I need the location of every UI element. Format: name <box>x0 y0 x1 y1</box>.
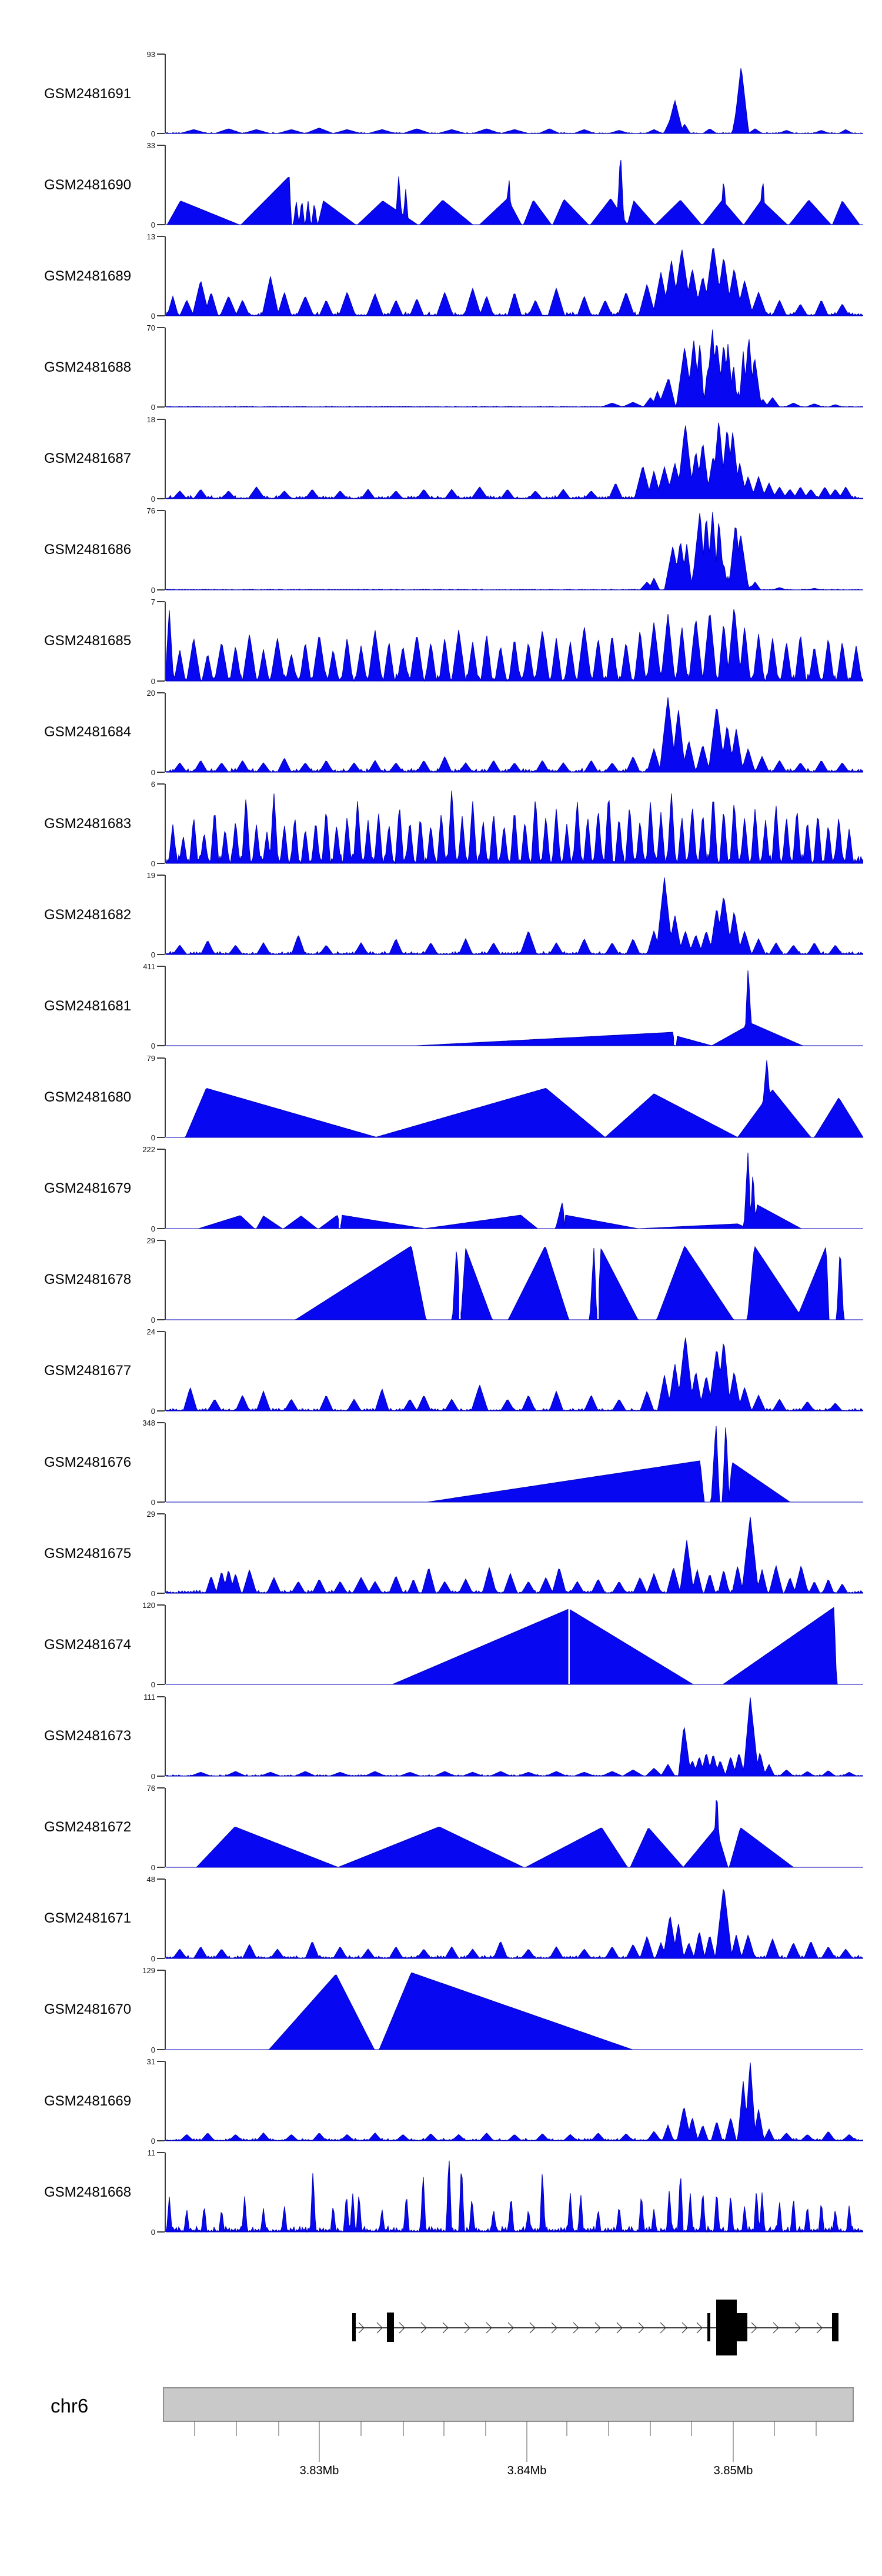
axis-tick-label: 3.84Mb <box>507 2464 547 2477</box>
track-ymax-value: 111 <box>143 1692 155 1701</box>
track-ymax-value: 76 <box>146 506 155 515</box>
track-label: GSM2481677 <box>44 1363 132 1379</box>
track-ymax-value: 120 <box>142 1601 155 1610</box>
track-y-axis-zero-tick <box>157 1319 165 1320</box>
track-ymax-value: 13 <box>146 232 155 242</box>
track-ymin-value: 0 <box>151 1406 155 1416</box>
track-y-axis-top-tick <box>157 2152 165 2153</box>
track-ymax-value: 29 <box>146 1236 155 1245</box>
coverage-plot <box>166 145 863 225</box>
track-y-axis-zero-tick <box>157 498 165 499</box>
coverage-plot <box>166 1423 863 1503</box>
gene-model-track <box>0 2282 882 2382</box>
track-y-axis-top-tick <box>157 327 165 328</box>
track-row <box>0 871 882 966</box>
track-y-axis-zero-tick <box>157 224 165 225</box>
track-row <box>0 688 882 784</box>
track-row <box>0 597 882 693</box>
track-y-axis-top-tick <box>157 1331 165 1332</box>
track-label: GSM2481684 <box>44 724 132 740</box>
track-ymin-value: 0 <box>151 1315 155 1324</box>
coverage-plot <box>166 1514 863 1594</box>
track-ymin-value: 0 <box>151 2045 155 2054</box>
track-ymin-value: 0 <box>151 129 155 138</box>
track-label: GSM2481674 <box>44 1636 132 1653</box>
track-y-axis-top-tick <box>157 1878 165 1880</box>
track-row <box>0 1327 882 1423</box>
track-ymin-value: 0 <box>151 1133 155 1142</box>
track-y-axis-zero-tick <box>157 2140 165 2141</box>
track-row <box>0 415 882 510</box>
coverage-plot <box>166 1240 863 1320</box>
coverage-plot <box>166 1149 863 1229</box>
coverage-plot <box>166 875 863 955</box>
axis-tick-label: 3.83Mb <box>299 2464 339 2477</box>
coverage-plot <box>166 1788 863 1868</box>
track-ymax-value: 222 <box>142 1144 155 1154</box>
track-ymin-value: 0 <box>151 1042 155 1051</box>
track-ymax-value: 411 <box>143 962 155 972</box>
track-row <box>0 506 882 602</box>
coverage-plot <box>166 1970 863 2050</box>
track-label: GSM2481668 <box>44 2184 132 2200</box>
track-row <box>0 2148 882 2244</box>
track-label: GSM2481688 <box>44 359 132 375</box>
coverage-plot <box>166 1697 863 1777</box>
track-ymax-value: 29 <box>146 1510 155 1519</box>
track-y-axis-zero-tick <box>157 863 165 864</box>
track-label: GSM2481682 <box>44 906 132 923</box>
coverage-plot <box>166 693 863 773</box>
track-y-axis-top-tick <box>157 1970 165 1971</box>
track-label: GSM2481690 <box>44 176 132 193</box>
track-ymin-value: 0 <box>151 2137 155 2146</box>
track-y-axis-top-tick <box>157 1057 165 1059</box>
track-ymin-value: 0 <box>151 859 155 869</box>
track-ymax-value: 79 <box>146 1053 155 1063</box>
track-row <box>0 1236 882 1332</box>
track-row <box>0 1692 882 1788</box>
track-y-axis-top-tick <box>157 54 165 55</box>
track-y-axis-top-tick <box>157 1513 165 1514</box>
track-row <box>0 323 882 419</box>
track-y-axis-zero-tick <box>157 772 165 773</box>
chromosome-label: chr6 <box>51 2395 89 2417</box>
track-label: GSM2481686 <box>44 542 132 558</box>
track-ymax-value: 70 <box>146 323 155 333</box>
track-row <box>0 232 882 328</box>
track-ymax-value: 24 <box>146 1327 155 1336</box>
track-label: GSM2481671 <box>44 1910 132 1927</box>
track-y-axis-top-tick <box>157 1787 165 1788</box>
track-y-axis-top-tick <box>157 1240 165 1241</box>
track-label: GSM2481670 <box>44 2001 132 2018</box>
track-row <box>0 962 882 1057</box>
track-ymin-value: 0 <box>151 1224 155 1233</box>
track-label: GSM2481675 <box>44 1545 132 1561</box>
track-y-axis-top-tick <box>157 2061 165 2062</box>
track-y-axis-top-tick <box>157 1604 165 1606</box>
track-y-axis-zero-tick <box>157 1867 165 1868</box>
track-ymax-value: 19 <box>146 871 155 880</box>
track-y-axis-top-tick <box>157 1422 165 1423</box>
track-label: GSM2481676 <box>44 1454 132 1470</box>
coverage-plot <box>166 2153 863 2233</box>
coverage-plot <box>166 1879 863 1959</box>
track-ymax-value: 33 <box>146 141 155 151</box>
coverage-plot <box>166 54 863 134</box>
track-ymin-value: 0 <box>151 2228 155 2237</box>
coverage-plot <box>166 510 863 590</box>
track-row <box>0 2057 882 2153</box>
axis-tick-label: 3.85Mb <box>713 2464 753 2477</box>
track-ymax-value: 7 <box>151 597 155 606</box>
track-ymax-value: 48 <box>146 1874 155 1884</box>
track-y-axis-top-tick <box>157 1696 165 1697</box>
track-ymax-value: 6 <box>151 780 155 789</box>
track-ymax-value: 18 <box>146 415 155 424</box>
track-label: GSM2481681 <box>44 997 132 1014</box>
coverage-plot <box>166 1605 863 1685</box>
track-y-axis-zero-tick <box>157 406 165 408</box>
coverage-plot <box>166 419 863 499</box>
track-ymin-value: 0 <box>151 1954 155 1963</box>
track-ymin-value: 0 <box>151 585 155 595</box>
track-ymin-value: 0 <box>151 494 155 503</box>
track-ymin-value: 0 <box>151 950 155 960</box>
track-ymin-value: 0 <box>151 1771 155 1781</box>
track-y-axis-zero-tick <box>157 589 165 590</box>
track-ymax-value: 129 <box>142 1966 155 1975</box>
track-label: GSM2481678 <box>44 1272 132 1288</box>
track-y-axis-top-tick <box>157 601 165 602</box>
track-y-axis-top-tick <box>157 875 165 876</box>
track-label: GSM2481683 <box>44 815 132 832</box>
track-ymax-value: 20 <box>146 688 155 698</box>
track-row <box>0 1053 882 1149</box>
track-y-axis-zero-tick <box>157 1684 165 1685</box>
track-ymin-value: 0 <box>151 312 155 321</box>
track-y-axis-zero-tick <box>157 1137 165 1138</box>
track-row <box>0 1874 882 1970</box>
track-ymin-value: 0 <box>151 1589 155 1599</box>
track-ymin-value: 0 <box>151 403 155 412</box>
track-ymin-value: 0 <box>151 1863 155 1872</box>
track-ymax-value: 76 <box>146 1783 155 1793</box>
track-y-axis-top-tick <box>157 783 165 785</box>
track-y-axis-zero-tick <box>157 1958 165 1959</box>
track-label: GSM2481691 <box>44 85 132 102</box>
track-y-axis-zero-tick <box>157 2049 165 2050</box>
track-y-axis-zero-tick <box>157 680 165 682</box>
track-y-axis-top-tick <box>157 1149 165 1150</box>
track-y-axis-top-tick <box>157 419 165 420</box>
coverage-plot <box>166 2061 863 2141</box>
track-ymin-value: 0 <box>151 221 155 230</box>
track-label: GSM2481687 <box>44 451 132 467</box>
track-row <box>0 780 882 875</box>
coverage-plot <box>166 1058 863 1138</box>
track-row <box>0 1966 882 2061</box>
track-ymin-value: 0 <box>151 1498 155 1507</box>
track-ymax-value: 11 <box>147 2148 155 2158</box>
track-y-axis-top-tick <box>157 510 165 511</box>
track-label: GSM2481669 <box>44 2093 132 2109</box>
track-y-axis-zero-tick <box>157 1776 165 1777</box>
track-label: GSM2481679 <box>44 1180 132 1197</box>
track-row <box>0 1510 882 1605</box>
track-y-axis-zero-tick <box>157 954 165 955</box>
track-label: GSM2481673 <box>44 1728 132 1744</box>
track-label: GSM2481672 <box>44 1819 132 1836</box>
track-ymax-value: 93 <box>146 50 155 59</box>
coverage-plot <box>166 966 863 1046</box>
track-ymin-value: 0 <box>151 676 155 686</box>
track-y-axis-top-tick <box>157 145 165 146</box>
track-row <box>0 1783 882 1879</box>
coverage-plot <box>166 784 863 864</box>
track-row <box>0 1601 882 1696</box>
track-row <box>0 1144 882 1240</box>
chromosome-ideogram-axis <box>0 2382 882 2576</box>
track-y-axis-zero-tick <box>157 1593 165 1594</box>
coverage-plot <box>166 328 863 408</box>
track-ymax-value: 348 <box>142 1419 155 1428</box>
track-y-axis-top-tick <box>157 966 165 967</box>
track-row <box>0 50 882 145</box>
track-y-axis-zero-tick <box>157 2231 165 2233</box>
track-row <box>0 141 882 236</box>
track-y-axis-top-tick <box>157 236 165 237</box>
track-y-axis-zero-tick <box>157 133 165 134</box>
track-y-axis-zero-tick <box>157 315 165 316</box>
track-label: GSM2481689 <box>44 268 132 284</box>
track-y-axis-top-tick <box>157 692 165 693</box>
track-ymin-value: 0 <box>151 1680 155 1690</box>
track-y-axis-zero-tick <box>157 1228 165 1229</box>
track-label: GSM2481680 <box>44 1089 132 1106</box>
track-ymin-value: 0 <box>151 768 155 777</box>
track-y-axis-zero-tick <box>157 1410 165 1412</box>
track-y-axis-zero-tick <box>157 1501 165 1503</box>
track-ymax-value: 31 <box>146 2057 155 2067</box>
track-row <box>0 1419 882 1514</box>
coverage-plot <box>166 236 863 316</box>
track-label: GSM2481685 <box>44 633 132 649</box>
track-y-axis-zero-tick <box>157 1045 165 1046</box>
chromosome-bar <box>163 2388 853 2421</box>
coverage-plot <box>166 602 863 682</box>
coverage-plot <box>166 1332 863 1412</box>
